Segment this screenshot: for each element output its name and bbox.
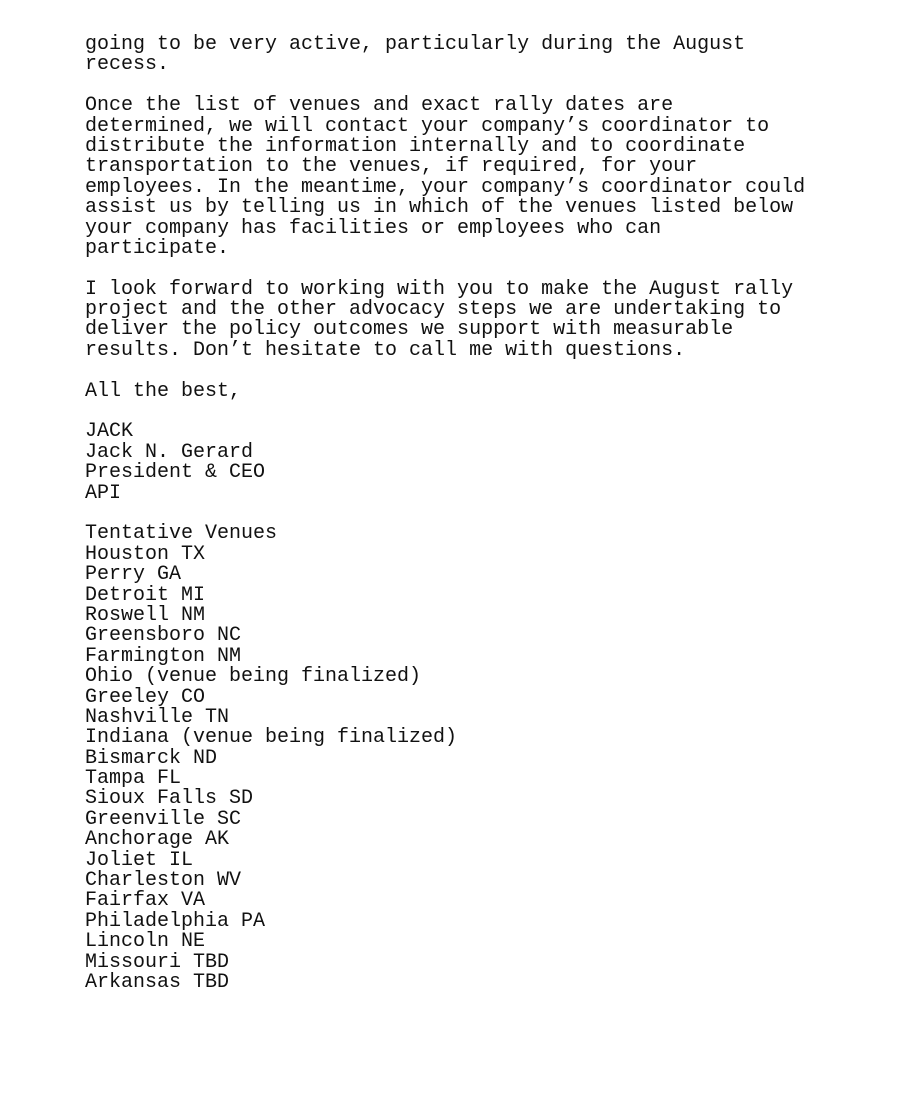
text-line: going to be very active, particularly during the August (85, 33, 746, 56)
venue-item: Greeley CO (85, 685, 206, 709)
venue-item: Greenville SC (85, 807, 242, 831)
text-line: project and the other advocacy steps we are undertaking to (85, 298, 782, 322)
venue-item: Farmington NM (85, 644, 242, 668)
venue-item: Ohio (venue being finalized) (85, 665, 422, 689)
text-line: your company has facilities or employees who can (85, 216, 662, 240)
text-line: recess. (85, 53, 170, 77)
text-line: Once the list of venues and exact rally dates are (85, 94, 674, 118)
letter-page (85, 35, 885, 993)
venue-item: Arkansas TBD (85, 970, 230, 994)
venue-item: Bismarck ND (85, 746, 218, 770)
text-line: participate. (85, 236, 230, 260)
venue-item: Anchorage AK (85, 828, 230, 852)
venue-item: Houston TX (85, 542, 206, 566)
text-line: I look forward to working with you to make the August rally (85, 277, 794, 301)
signature-block (85, 422, 885, 504)
venues-list (85, 524, 885, 993)
venue-item: Sioux Falls SD (85, 787, 254, 811)
venues-heading: Tentative Venues (85, 522, 278, 546)
text-line: assist us by telling us in which of the venues listed below (85, 196, 794, 220)
venue-item: Greensboro NC (85, 624, 242, 648)
venue-item: Charleston WV (85, 869, 242, 893)
venue-item: Missouri TBD (85, 950, 230, 974)
venue-item: Tampa FL (85, 767, 182, 791)
text-line: distribute the information internally and to coordinate (85, 134, 746, 158)
signer-full-name: Jack N. Gerard (85, 440, 254, 464)
closing-block (85, 379, 885, 403)
text-line: determined, we will contact your company’s coordinator to (85, 114, 770, 138)
venue-item: Nashville TN (85, 705, 230, 729)
paragraph-coordinator (85, 96, 885, 259)
venue-item: Perry GA (85, 563, 182, 587)
text-line: transportation to the venues, if required, for your (85, 155, 698, 179)
venue-item: Lincoln NE (85, 930, 206, 954)
signer-organization: API (85, 481, 122, 505)
venue-item: Fairfax VA (85, 889, 206, 913)
venue-item: Detroit MI (85, 583, 206, 607)
signer-title: President & CEO (85, 461, 266, 485)
venue-item: Indiana (venue being finalized) (85, 726, 458, 750)
text-line: deliver the policy outcomes we support with measurable (85, 318, 734, 342)
paragraph-closing-remarks (85, 277, 885, 362)
venue-item: Roswell NM (85, 603, 206, 627)
text-line: employees. In the meantime, your company’s coordinator could (85, 175, 806, 199)
paragraph-intro-continuation (85, 35, 885, 76)
closing-salutation: All the best, (85, 379, 242, 403)
text-line: results. Don’t hesitate to call me with questions. (85, 338, 686, 362)
venue-item: Joliet IL (85, 848, 194, 872)
signed-name: JACK (85, 420, 134, 444)
venue-item: Philadelphia PA (85, 909, 266, 933)
